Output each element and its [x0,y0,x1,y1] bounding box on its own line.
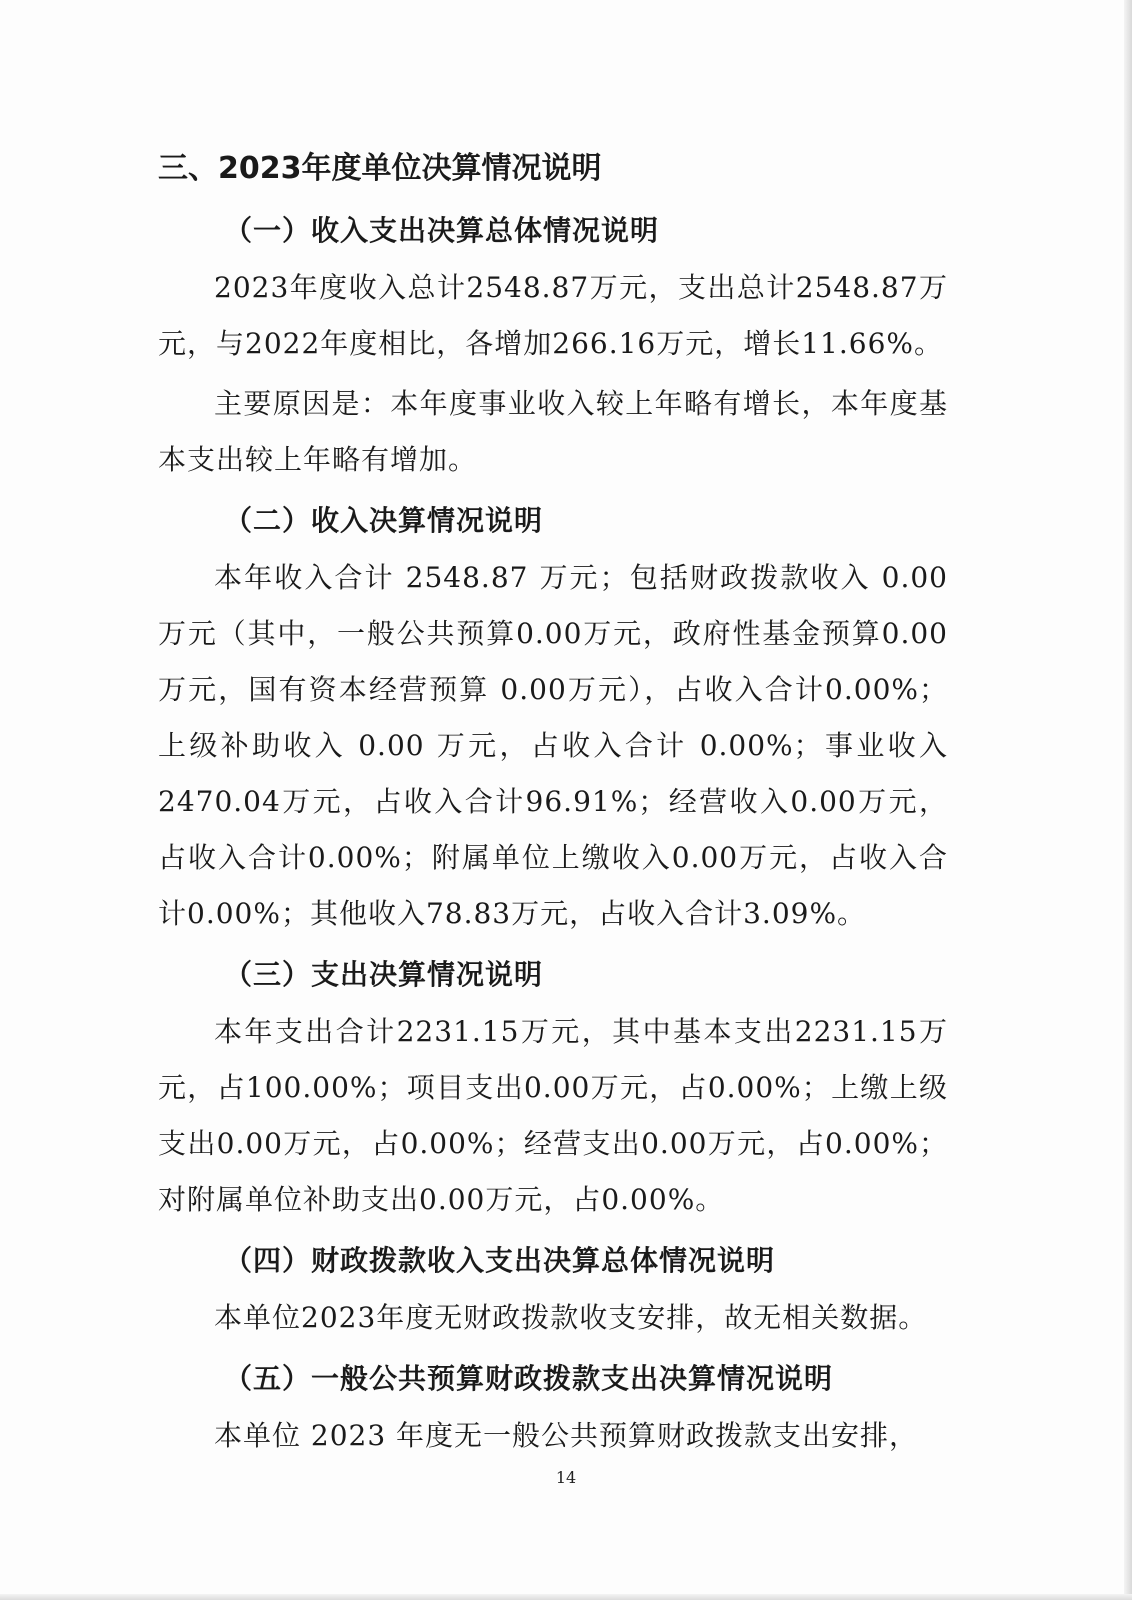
section-4-heading: （四）财政拨款收入支出决算总体情况说明 [224,1244,776,1277]
section-1-paragraph-2: 主要原因是：本年度事业收入较上年略有增长，本年度基本支出较上年略有增加。 [158,387,948,476]
section-5-heading: （五）一般公共预算财政拨款支出决算情况说明 [224,1362,834,1395]
section-3-heading: （三）支出决算情况说明 [224,958,544,991]
document-content [158,140,948,1468]
section-1 [158,202,948,488]
section-2-paragraph-1: 本年收入合计 2548.87 万元；包括财政拨款收入 0.00万元（其中，一般公共预算0.00万元，政府性基金预算0.00万元，国有资本经营预算 0.00万元），占收入合计0.00%；上级补助收入 0.00 万元，占收入合计 0.00%；事业收入2470.04万元，占收入合计96.91%；经营收入0.00万元，占收入合计0.00%；附属单位上缴收入0.00万元，占收入合计0.00%；其他收入78.83万元，占收入合计3.09%。 [158,561,948,930]
page-right-edge [1124,0,1132,1600]
section-1-paragraph-1: 2023年度收入总计2548.87万元，支出总计2548.87万元，与2022年度相比，各增加266.16万元，增长11.66%。 [158,271,948,360]
section-1-heading: （一）收入支出决算总体情况说明 [224,214,660,247]
page-number: 14 [555,1468,577,1487]
section-5 [158,1350,948,1464]
section-title: 三、2023年度单位决算情况说明 [158,151,602,186]
section-4 [158,1232,948,1346]
section-5-paragraph-1: 本单位 2023 年度无一般公共预算财政拨款支出安排， [214,1419,919,1452]
section-3 [158,946,948,1228]
section-3-paragraph-1: 本年支出合计2231.15万元，其中基本支出2231.15万元，占100.00%；项目支出0.00万元，占0.00%；上缴上级支出0.00万元，占0.00%；经营支出0.00万元，占0.00%；对附属单位补助支出0.00万元，占0.00%。 [158,1015,948,1216]
section-2-heading: （二）收入决算情况说明 [224,504,544,537]
section-2 [158,492,948,942]
section-4-paragraph-1: 本单位2023年度无财政拨款收支安排，故无相关数据。 [214,1301,928,1334]
page-bottom-edge [0,1594,1132,1600]
